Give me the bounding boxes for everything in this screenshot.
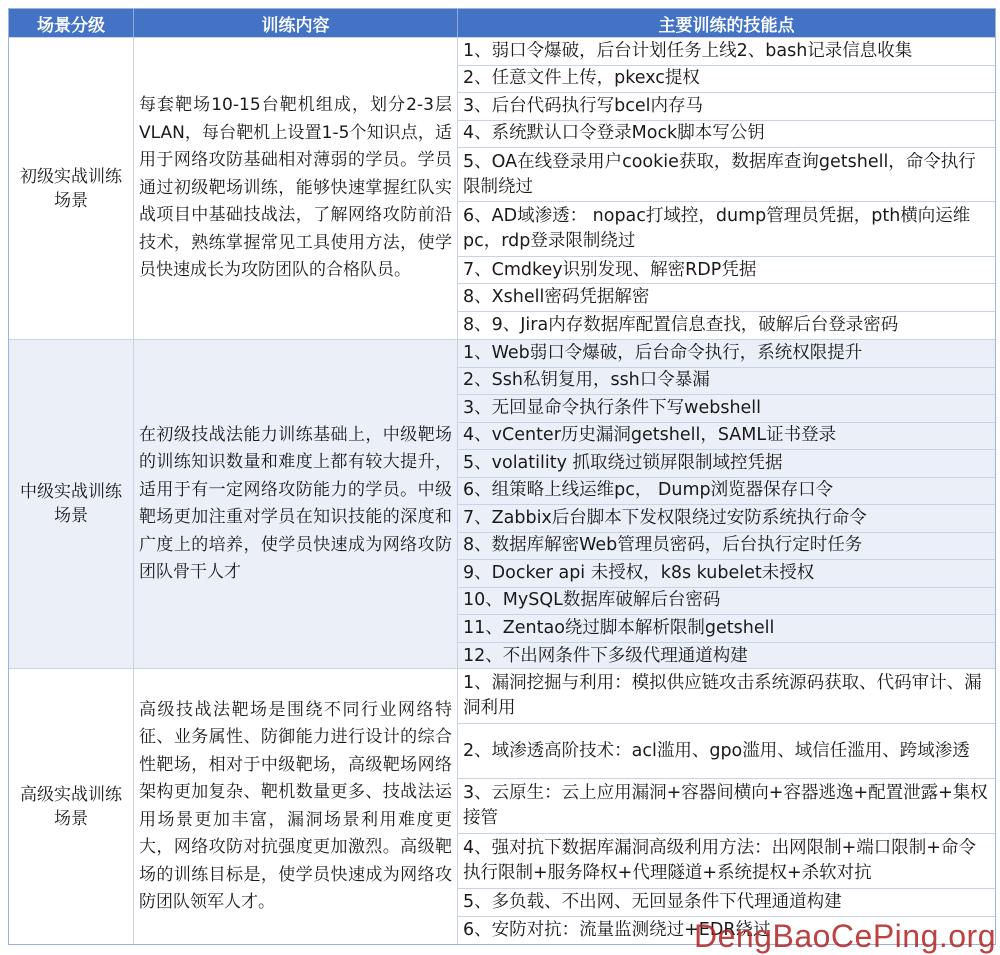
level-cell: 初级实战训练场景 xyxy=(9,38,134,339)
skill-item: 10、MySQL数据库破解后台密码 xyxy=(458,588,995,616)
skill-item: 2、域渗透高阶技术：acl滥用、gpo滥用、域信任滥用、跨域渗透 xyxy=(458,724,995,779)
skill-item: 3、无回显命令执行条件下写webshell xyxy=(458,395,995,423)
skill-item: 7、Cmdkey识别发现、解密RDP凭据 xyxy=(458,257,995,285)
watermark-text: DengBaoCePing.org xyxy=(693,918,996,954)
description-cell: 高级技战法靶场是围绕不同行业网络特征、业务属性、防御能力进行设计的综合性靶场，相对于中级靶场，高级靶场网络架构更加复杂、靶机数量更多、技战法运用场景更加丰富，漏洞场景利用难度更大，网络攻防对抗强度更加激烈。高级靶场的训练目标是，使学员快速成为网络攻防团队领军人才。 xyxy=(134,669,458,944)
header-skills: 主要训练的技能点 xyxy=(658,15,795,36)
header-level: 场景分级 xyxy=(9,9,134,37)
skill-item: 6、安防对抗：流量监测绕过+EDR绕过 xyxy=(463,919,771,940)
skill-item: 8、数据库解密Web管理员密码，后台执行定时任务 xyxy=(458,533,995,561)
skill-item: 9、Docker api 未授权，k8s kubelet未授权 xyxy=(458,560,995,588)
header-content: 训练内容 xyxy=(134,9,458,37)
skill-item: 11、Zentao绕过脚本解析限制getshell xyxy=(458,615,995,643)
description-cell: 每套靶场10-15台靶机组成，划分2-3层VLAN，每台靶机上设置1-5个知识点，适用于网络攻防基础相对薄弱的学员。学员通过初级靶场训练，能够快速掌握红队实战项目中基础技战法，了解网络攻防前沿技术，熟练掌握常见工具使用方法，使学员快速成长为攻防团队的合格队员。 xyxy=(134,38,458,339)
skill-item: 5、OA在线登录用户cookie获取，数据库查询getshell，命令执行限制绕过 xyxy=(458,148,995,202)
group-beginner xyxy=(9,37,995,339)
skill-item: 4、vCenter历史漏洞getshell，SAML证书登录 xyxy=(458,423,995,451)
description-cell: 在初级技战法能力训练基础上，中级靶场的训练知识数量和难度上都有较大提升，适用于有一定网络攻防能力的学员。中级靶场更加注重对学员在知识技能的深度和广度上的培养，使学员快速成为网络攻防团队骨干人才 xyxy=(134,340,458,668)
skill-item: 8、9、Jira内存数据库配置信息查找，破解后台登录密码 xyxy=(463,314,899,335)
skill-item: 3、云原生：云上应用漏洞+容器间横向+容器逃逸+配置泄露+集权接管 xyxy=(458,779,995,834)
table-header xyxy=(9,9,995,37)
skill-item: 1、Web弱口令爆破，后台命令执行，系统权限提升 xyxy=(458,340,995,368)
skill-item: 6、AD域渗透： nopac打域控，dump管理员凭据，pth横向运维pc，rdp登录限制绕过 xyxy=(458,202,995,256)
skill-item: 5、多负载、不出网、无回显条件下代理通道构建 xyxy=(458,889,995,917)
skill-item: 3、后台代码执行写bcel内存马 xyxy=(458,93,995,121)
skills-list xyxy=(458,669,995,944)
skill-item: 2、任意文件上传，pkexc提权 xyxy=(458,66,995,94)
group-advanced xyxy=(9,668,995,944)
group-intermediate xyxy=(9,339,995,668)
skills-list xyxy=(458,340,995,668)
skill-item: 4、强对抗下数据库漏洞高级利用方法：出网限制+端口限制+命令执行限制+服务降权+代理隧道+系统提权+杀软对抗 xyxy=(458,834,995,889)
skill-item: 5、volatility 抓取绕过锁屏限制域控凭据 xyxy=(458,450,995,478)
level-cell: 高级实战训练场景 xyxy=(9,669,134,944)
skill-item: 2、Ssh私钥复用，ssh口令暴漏 xyxy=(458,368,995,396)
skill-item: 12、不出网条件下多级代理通道构建 xyxy=(463,645,748,666)
skill-item: 6、组策略上线运维pc， Dump浏览器保存口令 xyxy=(458,478,995,506)
skills-list xyxy=(458,38,995,339)
skill-item: 4、系统默认口令登录Mock脚本写公钥 xyxy=(458,121,995,149)
skill-item: 1、弱口令爆破，后台计划任务上线2、bash记录信息收集 xyxy=(458,38,995,66)
skill-item: 1、漏洞挖掘与利用：模拟供应链攻击系统源码获取、代码审计、漏洞利用 xyxy=(458,669,995,724)
level-cell: 中级实战训练场景 xyxy=(9,340,134,668)
skill-item: 8、Xshell密码凭据解密 xyxy=(458,284,995,312)
skill-item: 7、Zabbix后台脚本下发权限绕过安防系统执行命令 xyxy=(458,505,995,533)
training-scenario-table xyxy=(8,8,996,945)
